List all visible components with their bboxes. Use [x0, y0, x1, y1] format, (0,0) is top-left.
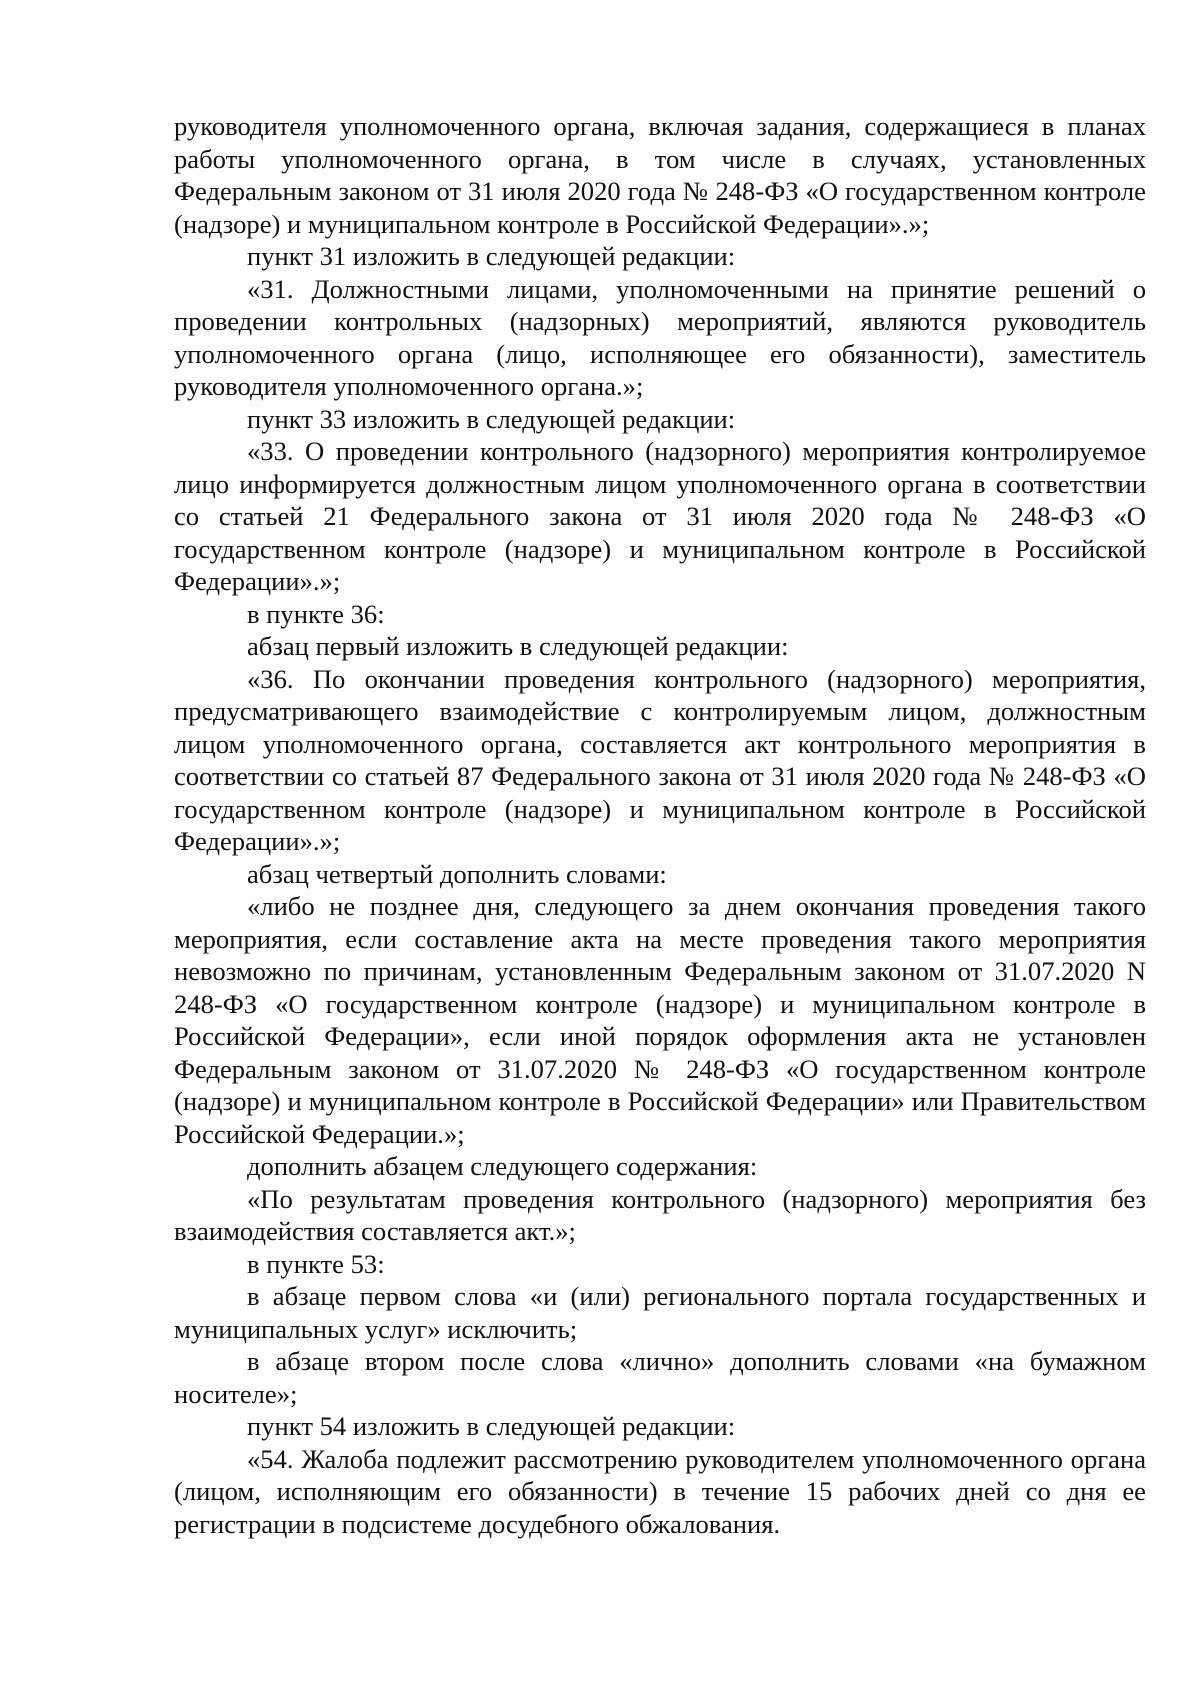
paragraph-continuation: руководителя уполномоченного органа, включая задания, содержащиеся в планах работы уполномоченного органа, в том числе в случаях, установленных Федеральным законом от 31 июля 2020 года № 248-ФЗ «О государственном контроле (надзоре) и муниципальном контроле в Российской Федерации».»;	[174, 111, 1146, 239]
paragraph-quote-p31: «31. Должностными лицами, уполномоченными на принятие решений о проведении контрольных (надзорных) мероприятий, являются руководитель уполномоченного органа (лицо, исполняющее его обязанности), заместитель руководителя уполномоченного органа.»;	[174, 273, 1146, 401]
paragraph-instruction-p33: пункт 33 изложить в следующей редакции:	[247, 403, 736, 434]
paragraph-quote-p54: «54. Жалоба подлежит рассмотрению руководителем уполномоченного органа (лицом, исполняющим его обязанности) в течение 15 рабочих дней со дня ее регистрации в подсистеме досудебного обжалования.	[174, 1443, 1146, 1539]
paragraph-instruction-p53: в пункте 53:	[247, 1248, 385, 1279]
paragraph-quote-p36: «36. По окончании проведения контрольного (надзорного) мероприятия, предусматривающего взаимодействие с контролируемым лицом, должностным лицом уполномоченного органа, составляется акт контрольного мероприятия в соответствии со статьей 87 Федерального закона от 31 июля 2020 года № 248-ФЗ «О государственном контроле (надзоре) и муниципальном контроле в Российской Федерации».»;	[174, 663, 1146, 856]
paragraph-instruction-p31: пункт 31 изложить в следующей редакции:	[247, 241, 736, 271]
paragraph-instruction-p36: в пункте 36:	[247, 598, 385, 629]
paragraph-quote-p36-fourth: «либо не позднее дня, следующего за днем окончания проведения такого мероприятия, если составление акта на месте проведения такого мероприятия невозможно по причинам, установленным Федеральным законом от 31.07.2020 N 248-ФЗ «О государственном контроле (надзоре) и муниципальном контроле в Российской Федерации», если иной порядок оформления акта не установлен Федеральным законом от 31.07.2020 № 248-ФЗ «О государственном контроле (надзоре) и муниципальном контроле в Российской Федерации» или Правительством Российской Федерации.»;	[174, 891, 1146, 1149]
paragraph-instruction-p36-fourth: абзац четвертый дополнить словами:	[247, 858, 667, 889]
paragraph-instruction-p54: пункт 54 изложить в следующей редакции:	[247, 1411, 736, 1441]
paragraph-p53-second: в абзаце втором после слова «лично» дополнить словами «на бумажном носителе»;	[174, 1346, 1146, 1409]
paragraph-quote-add: «По результатам проведения контрольного (надзорного) мероприятия без взаимодействия составляется акт.»;	[174, 1183, 1146, 1246]
paragraph-p53-first: в абзаце первом слова «и (или) регионального портала государственных и муниципальных услуг» исключить;	[174, 1281, 1146, 1344]
paragraph-instruction-p36-first: абзац первый изложить в следующей редакции:	[247, 631, 789, 661]
paragraph-quote-p33: «33. О проведении контрольного (надзорного) мероприятия контролируемое лицо информируется должностным лицом уполномоченного органа в соответствии со статьей 21 Федерального закона от 31 июля 2020 года № 248-ФЗ «О государственном контроле (надзоре) и муниципальном контроле в Российской Федерации».»;	[174, 436, 1146, 596]
paragraph-instruction-add: дополнить абзацем следующего содержания:	[247, 1151, 758, 1181]
document-page	[174, 110, 1146, 1540]
